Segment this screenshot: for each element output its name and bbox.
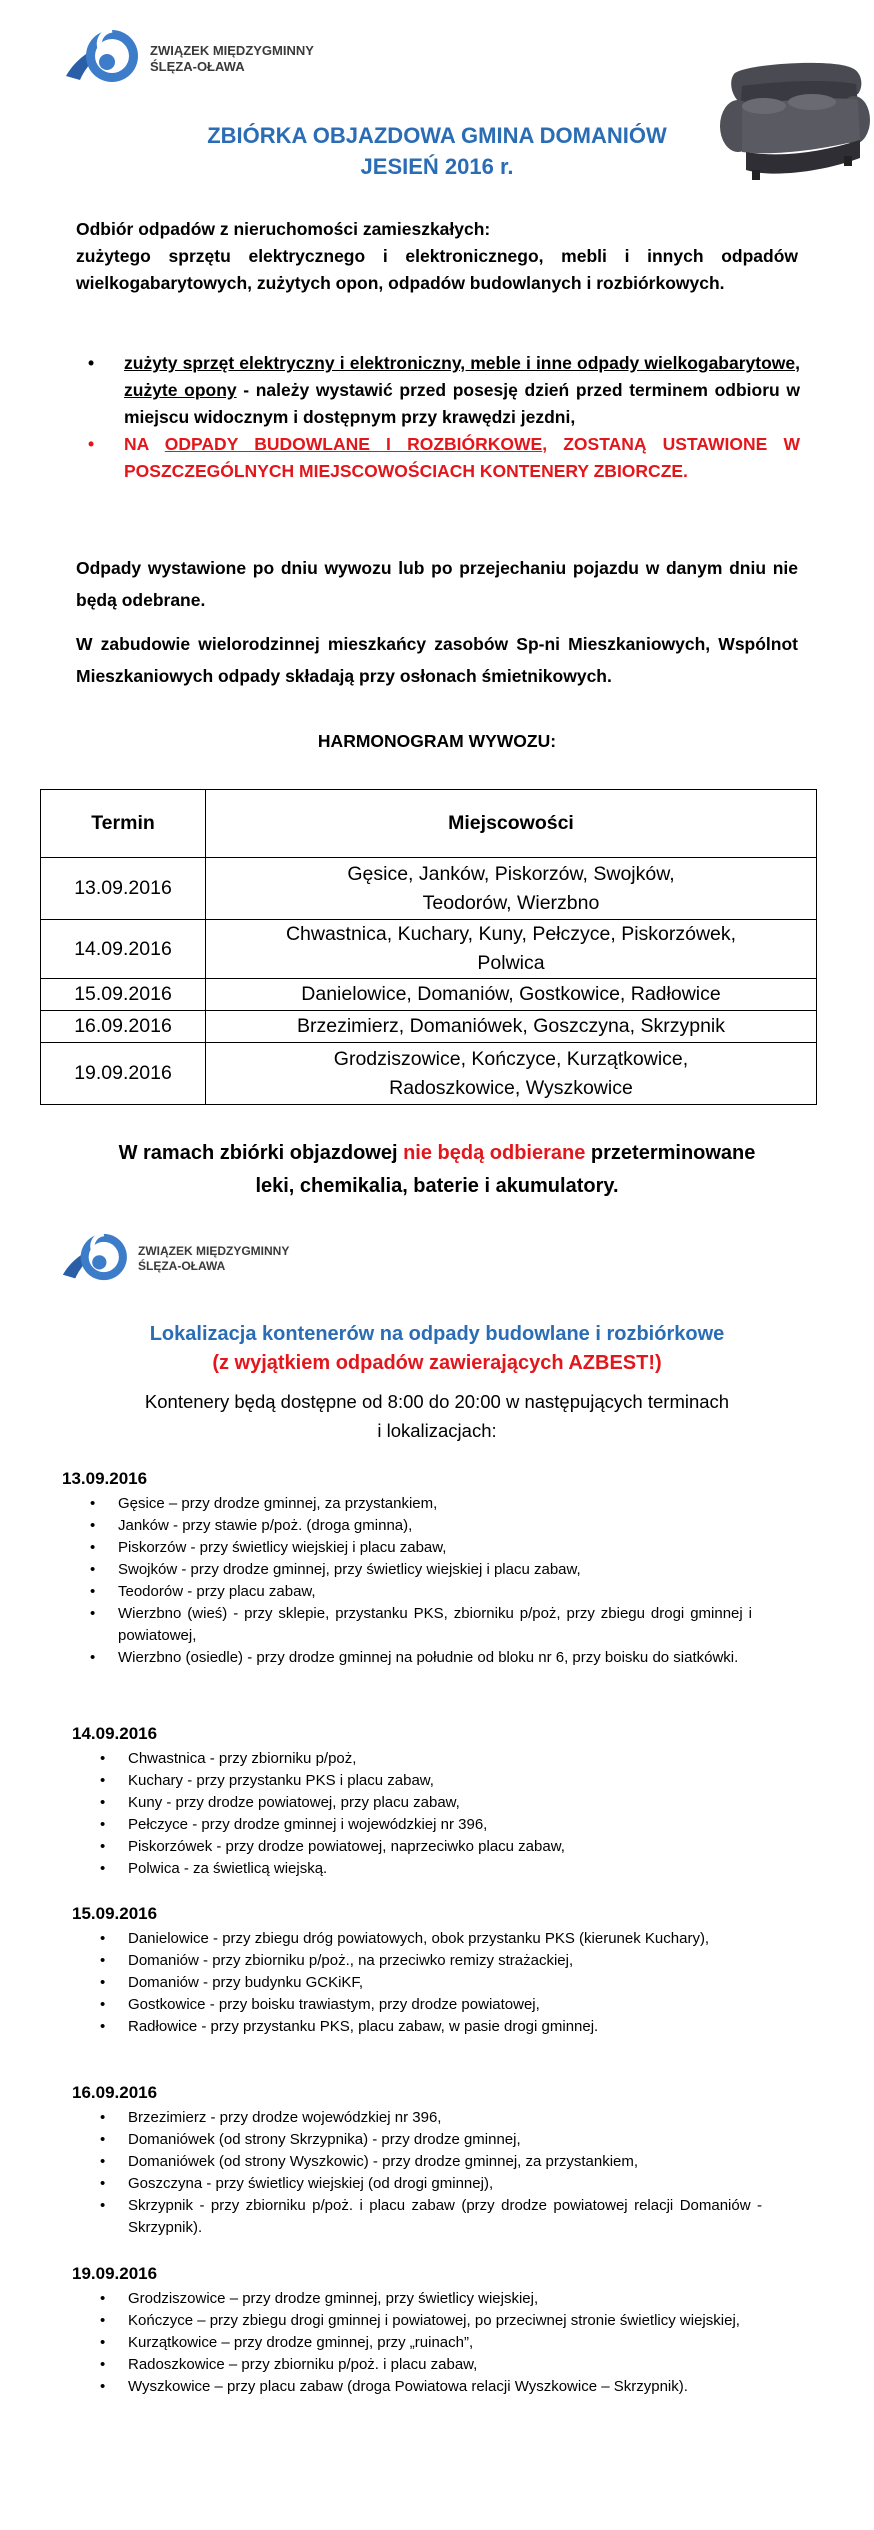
org-logo-top	[56, 18, 314, 94]
containers-day-date: 14.09.2016	[72, 1724, 158, 1743]
containers-day-list	[80, 1493, 752, 1669]
rule-construction-waste: ODPADY BUDOWLANE I ROZBIÓRKOWE	[164, 434, 543, 454]
table-row	[41, 858, 817, 920]
containers-info-line1: Kontenery będą dostępne od 8:00 do 20:00 w następujących terminach	[144, 1391, 730, 1412]
schedule-date: 15.09.2016	[41, 979, 206, 1011]
org-name-line1: ZWIĄZEK MIĘDZYGMINNY	[138, 1244, 290, 1258]
list-item: • Pełczyce - przy drodze gminnej i wojewódzkiej nr 396,	[90, 1814, 762, 1836]
table-row	[41, 1011, 817, 1043]
note-red: nie będą odbierane	[403, 1142, 586, 1164]
list-item: • Domaniów - przy zbiorniku p/poż., na przeciwko remizy strażackiej,	[90, 1950, 762, 1972]
list-item: • Piskorzówek - przy drodze powiatowej, naprzeciwko placu zabaw,	[90, 1836, 762, 1858]
list-item: • Goszczyna - przy świetlicy wiejskiej (od drogi gminnej),	[90, 2173, 762, 2195]
intro-line1: Odbiór odpadów z nieruchomości zamieszkałych:	[76, 219, 491, 239]
rule-item-bulky	[80, 350, 800, 431]
schedule-date: 14.09.2016	[41, 920, 206, 979]
containers-title: Lokalizacja kontenerów na odpady budowlane i rozbiórkowe	[149, 1323, 725, 1345]
rule-construction-text: , ZOSTANĄ USTAWIONE W POSZCZEGÓLNYCH MIEJSCOWOŚCIACH KONTENERY ZBIORCZE.	[124, 434, 801, 481]
schedule-places	[206, 920, 817, 979]
list-item: • Gęsice – przy drodze gminnej, za przystankiem,	[80, 1493, 752, 1515]
schedule-date: 16.09.2016	[41, 1011, 206, 1043]
page-title	[0, 120, 874, 182]
rule-item-construction	[80, 431, 800, 485]
containers-day-list	[90, 1928, 762, 2038]
schedule-places-text: Chwastnica, Kuchary, Kuny, Pełczyce, Piskorzówek, Polwica	[285, 923, 737, 974]
schedule-places-text: Grodziszowice, Kończyce, Kurzątkowice, Radoszkowice, Wyszkowice	[333, 1047, 689, 1099]
list-item: • Kończyce – przy zbiegu drogi gminnej i powiatowej, po przeciwnej stronie świetlicy wiejskiej,	[90, 2310, 762, 2332]
list-item: • Domaniówek (od strony Skrzypnika) - przy drodze gminnej,	[90, 2129, 762, 2151]
containers-day-date: 13.09.2016	[62, 1469, 148, 1488]
intro-line2: zużytego sprzętu elektrycznego i elektronicznego, mebli i innych odpadów wielkogabarytowych, zużytych opon, odpadów budowlanych i rozbiórkowych.	[76, 246, 798, 293]
org-name-line1: ZWIĄZEK MIĘDZYGMINNY	[150, 42, 314, 58]
org-logo-icon	[56, 18, 146, 94]
containers-subtitle: (z wyjątkiem odpadów zawierających AZBEST!)	[212, 1352, 662, 1374]
list-item: • Domaniów - przy budynku GCKiKF,	[90, 1972, 762, 1994]
schedule-places-text: Gęsice, Janków, Piskorzów, Swojków, Teodorów, Wierzbno	[347, 862, 675, 914]
schedule-places	[206, 1043, 817, 1105]
list-item: • Kurzątkowice – przy drodze gminnej, przy „ruinach”,	[90, 2332, 762, 2354]
table-row	[41, 979, 817, 1011]
multifamily-paragraph: W zabudowie wielorodzinnej mieszkańcy zasobów Sp-ni Mieszkaniowych, Wspólnot Mieszkaniowych odpady składają przy osłonach śmietnikowych.	[76, 634, 798, 686]
org-logo-bottom	[54, 1222, 289, 1292]
late-waste-paragraph: Odpady wystawione po dniu wywozu lub po przejechaniu pojazdu w danym dniu nie będą odebrane.	[76, 558, 798, 610]
list-item: • Swojków - przy drodze gminnej, przy świetlicy wiejskiej i placu zabaw,	[80, 1559, 752, 1581]
note-line1	[0, 1137, 874, 1170]
schedule-places: Brzezimierz, Domaniówek, Goszczyna, Skrzypnik	[206, 1011, 817, 1043]
rule-bulky-items: zużyty sprzęt elektryczny i elektroniczny, meble i inne odpady wielkogabarytowe, zużyte opony	[124, 353, 800, 400]
excluded-items-note	[0, 1137, 874, 1203]
schedule-header-row	[41, 790, 817, 858]
containers-title-block	[0, 1320, 874, 1378]
schedule-table	[40, 789, 817, 1105]
containers-day-list	[90, 2107, 762, 2239]
containers-info	[0, 1387, 874, 1445]
schedule-date: 13.09.2016	[41, 858, 206, 920]
list-item: • Janków - przy stawie p/poż. (droga gminna),	[80, 1515, 752, 1537]
list-item: • Domaniówek (od strony Wyszkowic) - przy drodze gminnej, za przystankiem,	[90, 2151, 762, 2173]
list-item: • Skrzypnik - przy zbiorniku p/poż. i placu zabaw (przy drodze powiatowej relacji Domaniów - Skrzypnik).	[90, 2195, 762, 2239]
list-item: • Kuchary - przy przystanku PKS i placu zabaw,	[90, 1770, 762, 1792]
org-logo-icon	[54, 1222, 134, 1292]
list-item: • Chwastnica - przy zbiorniku p/poż,	[90, 1748, 762, 1770]
table-row	[41, 1043, 817, 1105]
intro-block	[76, 216, 798, 297]
schedule-places	[206, 858, 817, 920]
list-item: • Piskorzów - przy świetlicy wiejskiej i placu zabaw,	[80, 1537, 752, 1559]
list-item: • Wyszkowice – przy placu zabaw (droga Powiatowa relacji Wyszkowice – Skrzypnik).	[90, 2376, 762, 2398]
schedule-date: 19.09.2016	[41, 1043, 206, 1105]
page-title-line1: ZBIÓRKA OBJAZDOWA GMINA DOMANIÓW	[207, 123, 667, 148]
org-name-line2: ŚLĘZA-OŁAWA	[138, 1259, 226, 1273]
containers-info-line2: i lokalizacjach:	[377, 1420, 497, 1441]
list-item: • Gostkowice - przy boisku trawiastym, przy drodze powiatowej,	[90, 1994, 762, 2016]
list-item: • Radoszkowice – przy zbiorniku p/poż. i placu zabaw,	[90, 2354, 762, 2376]
schedule-title: HARMONOGRAM WYWOZU:	[317, 731, 557, 751]
containers-day-date: 15.09.2016	[72, 1904, 158, 1923]
rules-list	[80, 350, 800, 485]
list-item: • Kuny - przy drodze powiatowej, przy placu zabaw,	[90, 1792, 762, 1814]
table-row	[41, 920, 817, 979]
containers-day-date: 16.09.2016	[72, 2083, 158, 2102]
list-item: • Wierzbno (osiedle) - przy drodze gminnej na południe od bloku nr 6, przy boisku do siatkówki.	[80, 1647, 752, 1669]
org-name-line2: ŚLĘZA-OŁAWA	[150, 59, 245, 74]
rule-bulky-text: - należy wystawić przed posesję dzień przed terminem odbioru w miejscu widocznym i dostępnym przy krawędzi jezdni,	[124, 380, 800, 427]
list-item: • Brzezimierz - przy drodze wojewódzkiej nr 396,	[90, 2107, 762, 2129]
schedule-places: Danielowice, Domaniów, Gostkowice, Radłowice	[206, 979, 817, 1011]
note-line2: leki, chemikalia, baterie i akumulatory.	[255, 1175, 619, 1197]
list-item: • Grodziszowice – przy drodze gminnej, przy świetlicy wiejskiej,	[90, 2288, 762, 2310]
containers-day-date: 19.09.2016	[72, 2264, 158, 2283]
schedule-header-places: Miejscowości	[206, 790, 817, 858]
rule-construction-pre: NA	[124, 434, 165, 454]
list-item: • Danielowice - przy zbiegu dróg powiatowych, obok przystanku PKS (kierunek Kuchary),	[90, 1928, 762, 1950]
containers-day-list	[90, 1748, 762, 1880]
schedule-header-date: Termin	[41, 790, 206, 858]
containers-day-list	[90, 2288, 762, 2398]
list-item: • Radłowice - przy przystanku PKS, placu zabaw, w pasie drogi gminnej.	[90, 2016, 762, 2038]
list-item: • Wierzbno (wieś) - przy sklepie, przystanku PKS, zbiorniku p/poż, przy zbiegu drogi gminnej i powiatowej,	[80, 1603, 752, 1647]
note-pre: W ramach zbiórki objazdowej	[118, 1142, 404, 1164]
page-title-line2: JESIEŃ 2016 r.	[360, 154, 514, 179]
list-item: • Polwica - za świetlicą wiejską.	[90, 1858, 762, 1880]
list-item: • Teodorów - przy placu zabaw,	[80, 1581, 752, 1603]
note-post: przeterminowane	[585, 1142, 756, 1164]
